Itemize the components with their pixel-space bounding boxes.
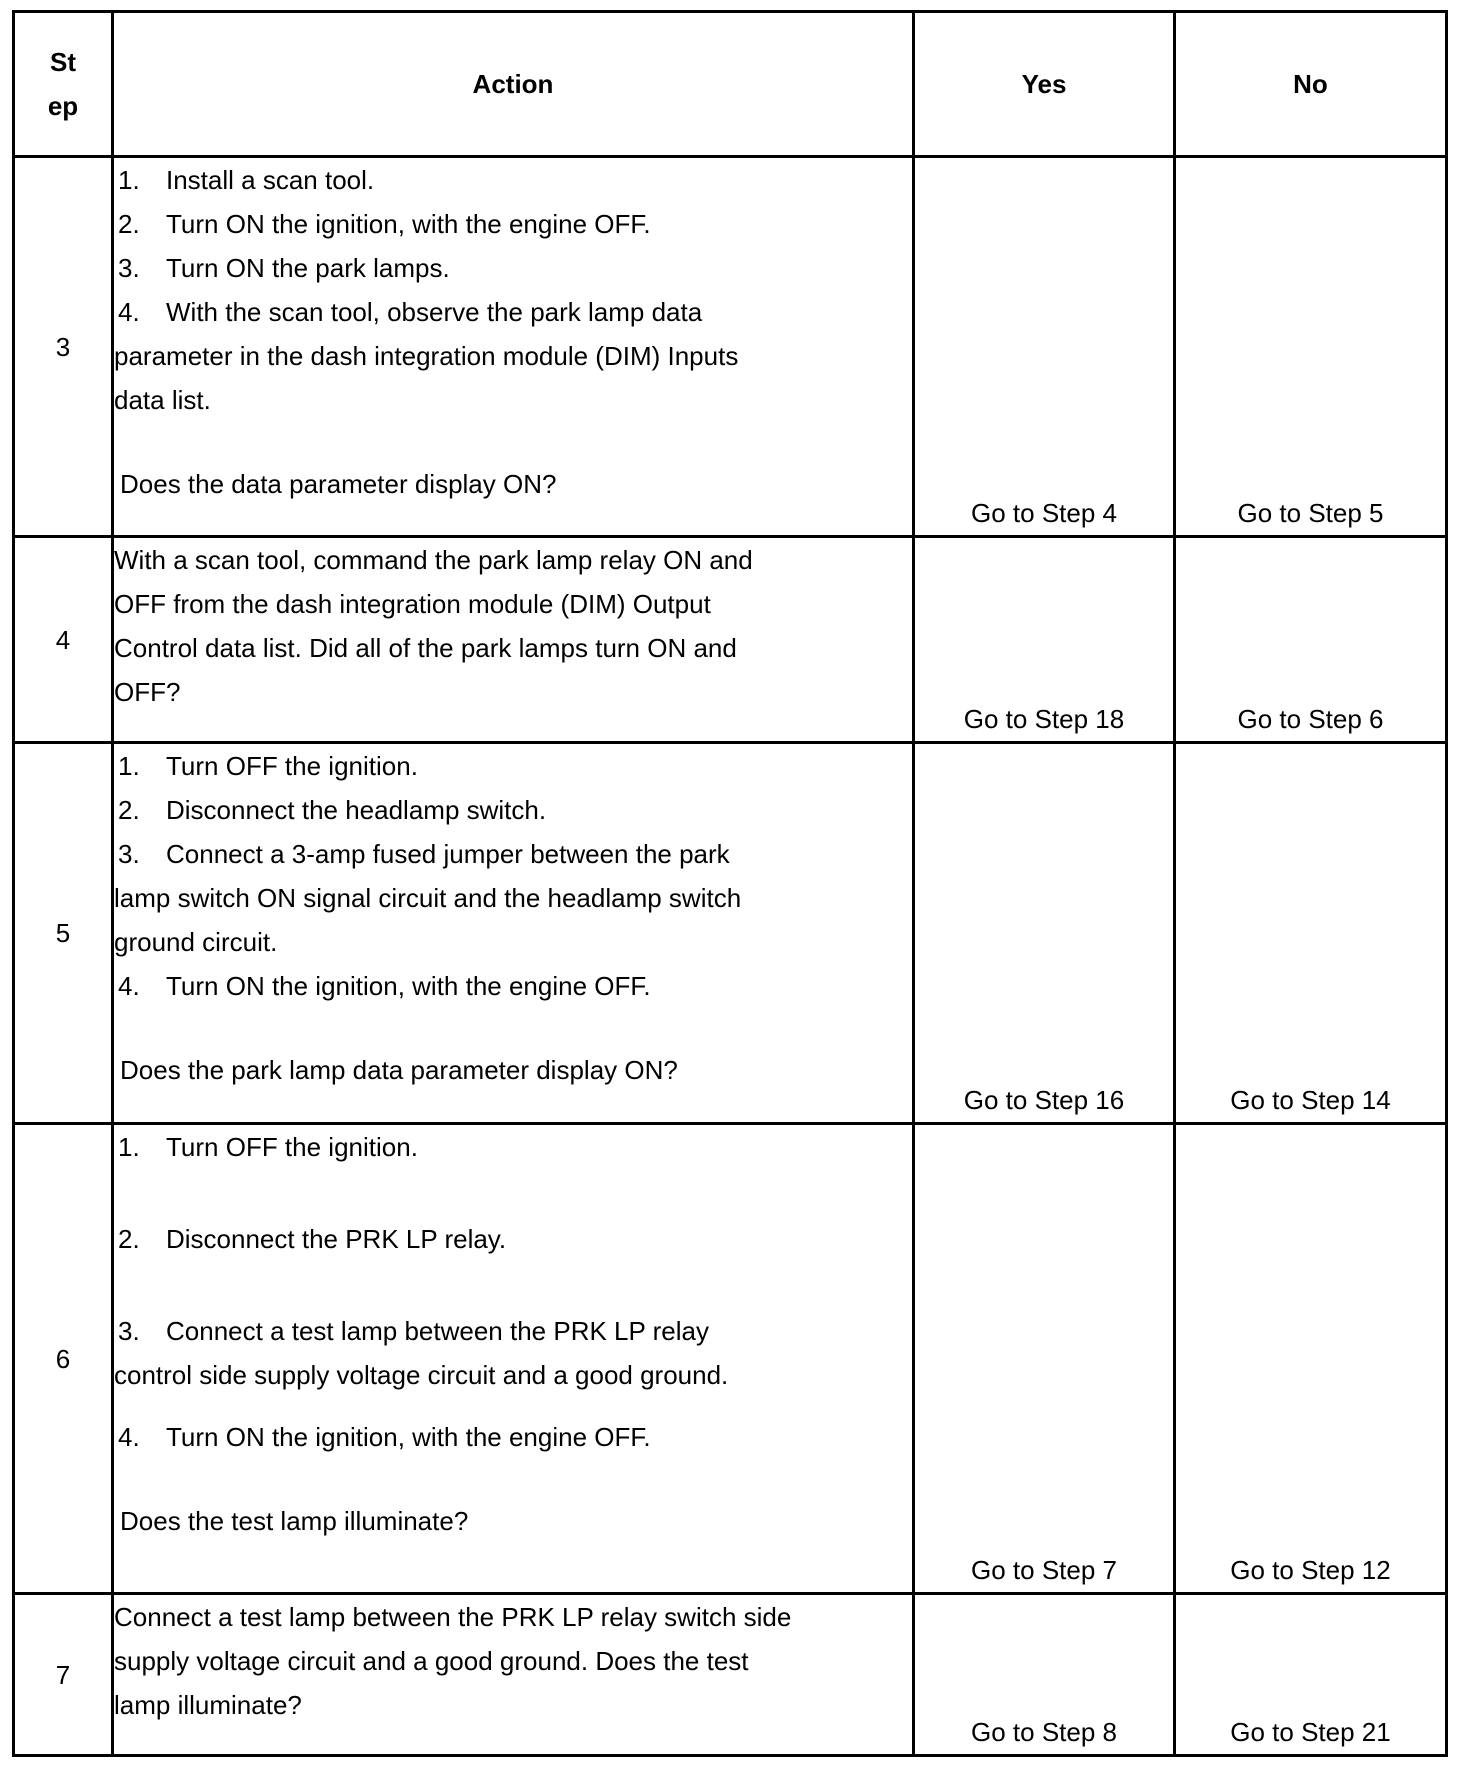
header-step [14, 12, 113, 157]
text-line: parameter in the dash integration module (DIM) Inputs [114, 341, 739, 371]
list-item: 1. Turn OFF the ignition. [118, 1132, 418, 1162]
header-action: Action [113, 12, 914, 157]
yes-answer: Go to Step 16 [914, 743, 1175, 1124]
yes-answer: Go to Step 4 [914, 157, 1175, 537]
list-item: 1. Turn OFF the ignition. [118, 751, 418, 781]
table-row [14, 743, 1447, 1124]
list-item: 2. Disconnect the headlamp switch. [118, 795, 547, 825]
step-number: 5 [14, 743, 113, 1124]
list-item: 2. Turn ON the ignition, with the engine OFF. [118, 209, 651, 239]
step-number: 6 [14, 1124, 113, 1594]
yes-answer: Go to Step 8 [914, 1594, 1175, 1756]
yes-answer: Go to Step 18 [914, 537, 1175, 743]
list-item: 4. Turn ON the ignition, with the engine OFF. [118, 971, 651, 1001]
action-cell [113, 157, 914, 537]
table-row [14, 157, 1447, 537]
step-number: 3 [14, 157, 113, 537]
question: Does the park lamp data parameter display ON? [120, 1055, 678, 1085]
action-cell [113, 537, 914, 743]
text-line: data list. [114, 385, 211, 415]
table-row [14, 1124, 1447, 1594]
action-cell [113, 1594, 914, 1756]
text-line: OFF? [114, 677, 181, 707]
header-step-line1: St [50, 47, 76, 77]
header-step-line2: ep [47, 91, 79, 121]
action-cell [113, 743, 914, 1124]
table-row [14, 1594, 1447, 1756]
no-answer: Go to Step 5 [1175, 157, 1447, 537]
list-item: 4. Turn ON the ignition, with the engine OFF. [118, 1422, 651, 1452]
text-line: With a scan tool, command the park lamp relay ON and [114, 545, 753, 575]
diagnostic-table [12, 10, 1448, 1757]
header-row [14, 12, 1447, 157]
text-line: Connect a test lamp between the PRK LP relay switch side [114, 1602, 792, 1632]
text-line: ground circuit. [114, 927, 278, 957]
no-answer: Go to Step 14 [1175, 743, 1447, 1124]
no-answer: Go to Step 12 [1175, 1124, 1447, 1594]
action-cell [113, 1124, 914, 1594]
list-item: 4. With the scan tool, observe the park lamp data [118, 297, 703, 327]
no-answer: Go to Step 21 [1175, 1594, 1447, 1756]
list-item: 3. Connect a test lamp between the PRK LP relay [118, 1316, 709, 1346]
step-number: 7 [14, 1594, 113, 1756]
step-number: 4 [14, 537, 113, 743]
yes-answer: Go to Step 7 [914, 1124, 1175, 1594]
list-item: 3. Connect a 3-amp fused jumper between the park [118, 839, 730, 869]
text-line: supply voltage circuit and a good ground. Does the test [114, 1646, 749, 1676]
text-line: OFF from the dash integration module (DIM) Output [114, 589, 711, 619]
question: Does the test lamp illuminate? [120, 1506, 469, 1536]
header-yes: Yes [914, 12, 1175, 157]
table-row [14, 537, 1447, 743]
no-answer: Go to Step 6 [1175, 537, 1447, 743]
list-item: 2. Disconnect the PRK LP relay. [118, 1224, 507, 1254]
header-no: No [1175, 12, 1447, 157]
list-item: 3. Turn ON the park lamps. [118, 253, 450, 283]
text-line: control side supply voltage circuit and a good ground. [114, 1360, 729, 1390]
text-line: Control data list. Did all of the park lamps turn ON and [114, 633, 737, 663]
list-item: 1. Install a scan tool. [118, 165, 375, 195]
question: Does the data parameter display ON? [120, 469, 557, 499]
text-line: lamp switch ON signal circuit and the headlamp switch [114, 883, 742, 913]
text-line: lamp illuminate? [114, 1690, 302, 1720]
